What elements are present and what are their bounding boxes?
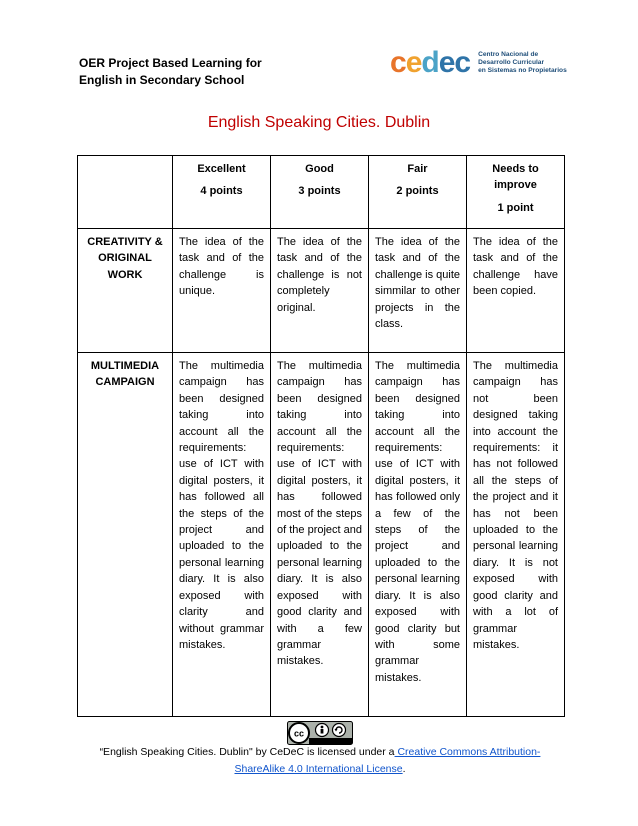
- cc-by-sa-badge-icon[interactable]: [287, 721, 353, 745]
- rubric-corner-cell: [78, 156, 173, 229]
- cedec-logo-word: cedec: [390, 46, 471, 79]
- rubric-cell: The multimedia campaign has been designed taking into account all the requirements: use of ICT with digital posters, it has followed most of the steps of the project and uploaded to the personal learning diary. It is also exposed with good clarity and with a few grammar mistakes.: [271, 353, 369, 717]
- rubric-table: [77, 155, 565, 717]
- rubric-cell: The multimedia campaign has been designed taking into account all the requirements: use of ICT with digital posters, it has followed all the steps of the project and uploaded to the personal learning diary. It is also exposed with clarity and without grammar mistakes.: [173, 353, 271, 717]
- header-line-2: English in Secondary School: [79, 73, 245, 87]
- document-title: English Speaking Cities. Dublin: [207, 114, 431, 131]
- license-footer: “English Speaking Cities. Dublin" by CeDeC is licensed under a Creative Commons Attribution- ShareAlike 4.0 International License.: [99, 746, 541, 775]
- column-header-good: Good 3 points: [271, 156, 369, 229]
- rubric-cell: The idea of the task and of the challenge is quite simmilar to other projects in the class.: [369, 229, 467, 353]
- column-header-excellent: Excellent 4 points: [173, 156, 271, 229]
- criterion-multimedia: MULTIMEDIA CAMPAIGN: [78, 353, 173, 717]
- header-title: [79, 55, 262, 89]
- cedec-logo-subtitle: Centro Nacional de Desarrollo Curricular en Sistemas no Propietarios: [478, 51, 567, 74]
- column-header-needs-to-improve: Needs to improve 1 point: [467, 156, 565, 229]
- license-link[interactable]: ShareAlike 4.0 International License: [234, 763, 403, 775]
- rubric-header-row: [78, 156, 565, 229]
- table-row: [78, 353, 565, 717]
- rubric-cell: The idea of the task and of the challenge have been copied.: [467, 229, 565, 353]
- rubric-cell: The idea of the task and of the challenge is unique.: [173, 229, 271, 353]
- rubric-cell: The multimedia campaign has not been designed taking into account the requirements: it has not followed all the steps of the project and it has not been uploaded to the personal learning diary. It is not exposed with good clarity and with a lot of grammar mistakes.: [467, 353, 565, 717]
- rubric-cell: The idea of the task and of the challenge is not completely original.: [271, 229, 369, 353]
- rubric-cell: The multimedia campaign has been designed taking into account all the requirements: use of ICT with digital posters, it has followed only a few of the steps of the project and uploaded to the personal learning diary. It is also exposed with good clarity but with some grammar mistakes.: [369, 353, 467, 717]
- criterion-creativity: CREATIVITY & ORIGINAL WORK: [78, 229, 173, 353]
- svg-text:cc: cc: [293, 728, 305, 739]
- column-header-fair: Fair 2 points: [369, 156, 467, 229]
- cedec-logo: [390, 48, 567, 78]
- table-row: [78, 229, 565, 353]
- license-link[interactable]: Creative Commons Attribution-: [394, 746, 541, 758]
- license-text: “English Speaking Cities. Dublin" by CeDeC is licensed under a: [99, 746, 395, 758]
- header-line-1: OER Project Based Learning for: [79, 56, 262, 70]
